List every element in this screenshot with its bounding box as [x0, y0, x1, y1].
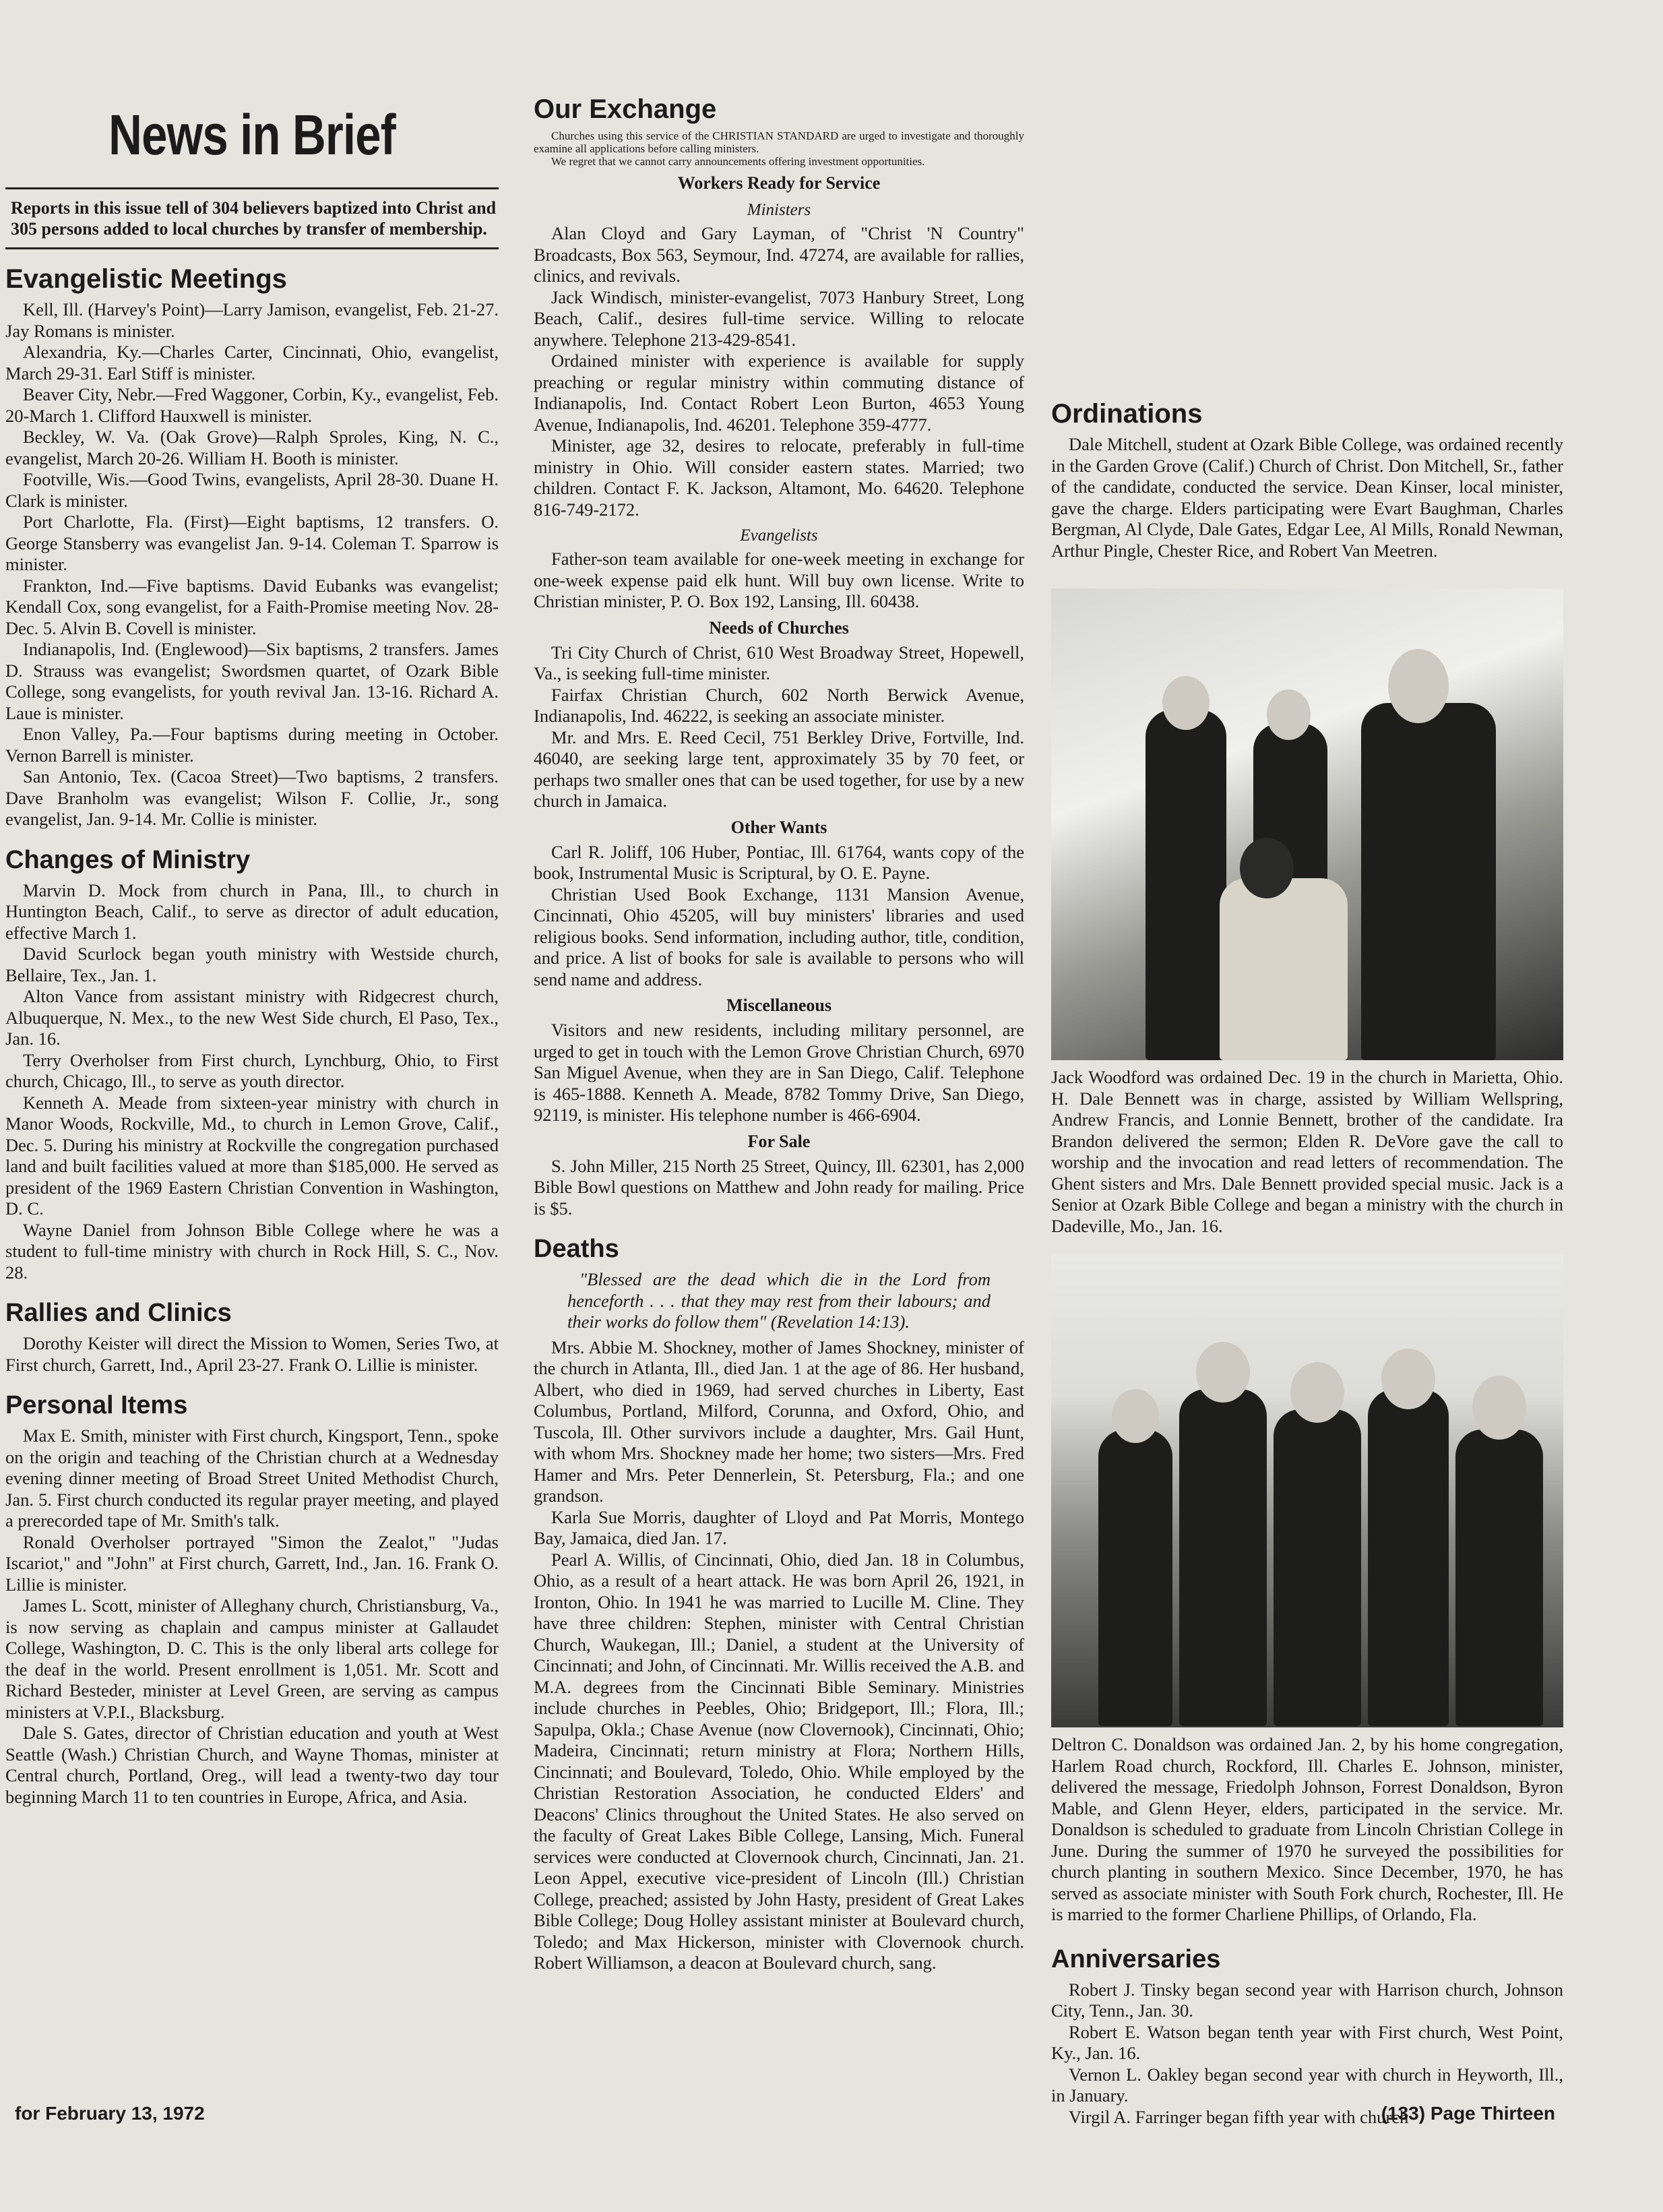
subheading-wants: Other Wants — [730, 817, 827, 837]
news-item: Indianapolis, Ind. (Englewood)—Six baptisms, 2 transfers. James D. Strauss was evangelist; Swordsmen quartet, of Ozark Bible College, song evangelists, for youth revival Jan. 13-16. Richard A. Laue is minister. — [5, 639, 499, 723]
classified-item: Alan Cloyd and Gary Layman, of "Christ 'N Country" Broadcasts, Box 563, Seymour, Ind. 47274, are available for rallies, clinics, and revivals. — [534, 223, 1024, 286]
issue-date: for February 13, 1972 — [15, 2103, 205, 2124]
news-item: Alexandria, Ky.—Charles Carter, Cincinnati, Ohio, evangelist, March 29-31. Earl Stiff is minister. — [5, 342, 499, 383]
column-middle — [534, 88, 1024, 1974]
news-item: Kenneth A. Meade from sixteen-year ministry with church in Manor Woods, Rockville, Md., to church in Lemon Grove, Calif., Dec. 5. During his ministry at Rockville the congregation purchased land and built facilities valued at more than $185,000. He served as president of the 1969 Eastern Christian Convention in Washington, D. C. — [5, 1092, 499, 1219]
news-item: Max E. Smith, minister with First church, Kingsport, Tenn., spoke on the origin and teaching of the Christian church at a Wednesday evening dinner meeting of Broad Street United Methodist Church, Jan. 5. First church conducted its regular prayer meeting, and played a prerecorded tape of Mr. Smith's talk. — [5, 1425, 499, 1531]
ordination-photo-donaldson — [1051, 1254, 1563, 1727]
classified-item: Christian Used Book Exchange, 1131 Mansion Avenue, Cincinnati, Ohio 45205, will buy ministers' libraries and used religious books. Send information, including author, title, condition, and price. A list of books for sale is available to persons who will send name and address. — [534, 884, 1024, 989]
ordination-photo-woodford — [1051, 588, 1563, 1060]
subheading-needs: Needs of Churches — [709, 617, 849, 638]
section-heading-anniversaries: Anniversaries — [1051, 1944, 1221, 1973]
obituary-item: Pearl A. Willis, of Cincinnati, Ohio, died Jan. 18 in Columbus, Ohio, as a result of a heart attack. He was born April 26, 1921, in Ironton, Ohio. In 1941 he was married to Lucille M. Cline. They have three children: Stephen, minister with Central Christian Church, Waukegan, Ill.; Daniel, a student at the University of Cincinnati; and John, of Cincinnati. Mr. Willis received the A.B. and M.A. degrees from the Cincinnati Bible Seminary. Ministries include churches in Peebles, Ohio; Bridgeport, Ill.; Flora, Ill.; Sapulpa, Okla.; Chase Avenue (now Clovernook), Cincinnati, Ohio; Madeira, Cincinnati; return ministry at Flora; Northern Hills, Cincinnati; and Boulevard, Toledo, Ohio. While employed by the Christian Restoration Association, he conducted Elders' and Deacons' Clinics throughout the United States. He also served on the faculty of Great Lakes Bible College, Lansing, Mich. Funeral services were conducted at Clovernook church, Cincinnati, Jan. 21. Leon Appel, executive vice-president of Lincoln (Ill.) Christian College, preached; assisted by John Hasty, president of Great Lakes Bible College; Doug Holley assistant minister at Boulevard church, Toledo; and Max Hickerson, minister with Clovernook church. Robert Williamson, a deacon at Boulevard church, sang. — [534, 1549, 1024, 1973]
section-heading-rallies: Rallies and Clinics — [5, 1299, 232, 1327]
section-heading-personal: Personal Items — [5, 1391, 188, 1419]
news-item: Dale S. Gates, director of Christian education and youth at West Seattle (Wash.) Christian Church, and Wayne Thomas, minister at Central church, Portland, Oreg., will lead a twenty-two day tour beginning March 11 to ten countries in Europe, Africa, and Asia. — [5, 1723, 499, 1807]
news-item: Terry Overholser from First church, Lynchburg, Ohio, to First church, Chicago, Ill., to serve as youth director. — [5, 1049, 499, 1091]
news-item: Wayne Daniel from Johnson Bible College where he was a student to full-time ministry with church in Rock Hill, S. C., Nov. 28. — [5, 1219, 499, 1283]
news-item: Frankton, Ind.—Five baptisms. David Eubanks was evangelist; Kendall Cox, song evangelist, for a Faith-Promise meeting Nov. 28-Dec. 5. Alvin B. Covell is minister. — [5, 575, 499, 638]
news-item: Virgil A. Farringer began fifth year with church — [1069, 2106, 1409, 2127]
news-item: Alton Vance from assistant ministry with Ridgecrest church, Albuquerque, N. Mex., to the new West Side church, El Paso, Tex., Jan. 16. — [5, 986, 499, 1049]
subheading-sale: For Sale — [747, 1131, 811, 1151]
news-item: Vernon L. Oakley began second year with church in Heyworth, Ill., in January. — [1051, 2064, 1563, 2106]
subheading-workers: Workers Ready for Service — [677, 173, 881, 193]
classified-item: Carl R. Joliff, 106 Huber, Pontiac, Ill. 61764, wants copy of the book, Instrumental Music is Scriptural, by O. E. Payne. — [534, 841, 1024, 883]
scripture-quote: "Blessed are the dead which die in the Lord from henceforth . . . that they may rest from their labours; and their works do follow them" (Revelation 14:13). — [567, 1269, 991, 1332]
news-item: Beckley, W. Va. (Oak Grove)—Ralph Sproles, King, N. C., evangelist, March 20-26. William H. Booth is minister. — [5, 427, 499, 468]
classified-item: Visitors and new residents, including military personnel, are urged to get in touch with the Lemon Grove Christian Church, 6970 San Miguel Avenue, when they are in San Diego, Calif. Telephone is 465-1888. Kenneth A. Meade, 8782 Tommy Drive, San Diego, 92119, is minister. His telephone number is 466-6904. — [534, 1020, 1024, 1125]
photo-caption: Deltron C. Donaldson was ordained Jan. 2, by his home congregation, Harlem Road church, Rockford, Ill. Charles E. Johnson, minister, delivered the message, Friedolph Johnson, Forrest Donaldson, Byron Mable, and Glenn Heyer, elders, participated in the service. Mr. Donaldson is scheduled to graduate from Lincoln Christian College in June. During the summer of 1970 he surveyed the possibilities for church planting in southern Mexico. Since December, 1970, he has served as associate minister with South Fork church, Rochester, Ill. He is married to the former Charliene Phillips, of Orlando, Fla. — [1051, 1734, 1563, 1924]
news-item: Ronald Overholser portrayed "Simon the Zealot," "Judas Iscariot," and "John" at First church, Garrett, Ind., Jan. 16. Frank O. Lillie is minister. — [5, 1531, 499, 1595]
section-heading-ordinations: Ordinations — [1051, 399, 1203, 429]
news-item: Kell, Ill. (Harvey's Point)—Larry Jamison, evangelist, Feb. 21-27. Jay Romans is minister. — [5, 299, 499, 341]
classified-item: Fairfax Christian Church, 602 North Berwick Avenue, Indianapolis, Ind. 46222, is seeking an associate minister. — [534, 684, 1024, 726]
classified-item: S. John Miller, 215 North 25 Street, Quincy, Ill. 62301, has 2,000 Bible Bowl questions on Matthew and John ready for mailing. Price is $5. — [534, 1155, 1024, 1219]
column-left — [5, 88, 499, 1808]
photo-caption: Jack Woodford was ordained Dec. 19 in the church in Marietta, Ohio. H. Dale Bennett was in charge, assisted by William Wellspring, Andrew Francis, and Lonnie Bennett, brother of the candidate. Ira Brandon delivered the sermon; Elden R. DeVore gave the call to worship and the invocation and read letters of recommendation. The Ghent sisters and Mrs. Dale Bennett provided special music. Jack is a Senior at Ozark Bible College and began a ministry with the church in Dadeville, Mo., Jan. 16. — [1051, 1067, 1563, 1236]
classified-item: Mr. and Mrs. E. Reed Cecil, 751 Berkley Drive, Fortville, Ind. 46040, are seeking large tent, approximately 35 by 70 feet, or perhaps two smaller ones that can be used together, for use by a new church in Jamaica. — [534, 727, 1024, 811]
exchange-note: Churches using this service of the CHRISTIAN STANDARD are urged to investigate and thoroughly examine all applications before calling ministers. — [534, 129, 1024, 155]
obituary-item: Karla Sue Morris, daughter of Lloyd and Pat Morris, Montego Bay, Jamaica, died Jan. 17. — [534, 1506, 1024, 1548]
classified-item: Father-son team available for one-week meeting in exchange for one-week expense paid elk hunt. Will buy own license. Write to Christian minister, P. O. Box 192, Lansing, Ill. 60438. — [534, 549, 1024, 611]
news-item: James L. Scott, minister of Alleghany church, Christiansburg, Va., is now serving as chaplain and campus minister at Gallaudet College, Washington, D. C. This is the only liberal arts college for the deaf in the world. Present enrollment is 1,051. Mr. Scott and Richard Besteder, minister at Level Green, are serving as campus ministers at V.P.I., Blacksburg. — [5, 1595, 499, 1722]
news-item: Dorothy Keister will direct the Mission to Women, Series Two, at First church, Garrett, Ind., April 23-27. Frank O. Lillie is minister. — [5, 1333, 499, 1375]
subheading-ministers: Ministers — [747, 201, 811, 219]
section-heading-exchange: Our Exchange — [534, 94, 717, 124]
news-item: Robert E. Watson began tenth year with First church, West Point, Ky., Jan. 16. — [1051, 2021, 1563, 2063]
news-item: David Scurlock began youth ministry with Westside church, Bellaire, Tex., Jan. 1. — [5, 944, 499, 985]
classified-item: Jack Windisch, minister-evangelist, 7073 Hanbury Street, Long Beach, Calif., desires full-time service. Willing to relocate anywhere. Telephone 213-429-8541. — [534, 286, 1024, 350]
classified-item: Tri City Church of Christ, 610 West Broadway Street, Hopewell, Va., is seeking full-time minister. — [534, 642, 1024, 683]
section-heading-evangelistic: Evangelistic Meetings — [5, 264, 287, 294]
news-item: Marvin D. Mock from church in Pana, Ill., to church in Huntington Beach, Calif., to serve as director of adult education, effective March 1. — [5, 880, 499, 943]
classified-item: Ordained minister with experience is available for supply preaching or regular ministry within commuting distance of Indianapolis, Ind. Contact Robert Leon Burton, 4653 Young Avenue, Indianapolis, Ind. 46201. Telephone 359-4777. — [534, 350, 1024, 435]
column-right — [1051, 88, 1563, 2128]
masthead: News in Brief — [108, 103, 396, 166]
news-item: Port Charlotte, Fla. (First)—Eight baptisms, 12 transfers. O. George Stansberry was evangelist Jan. 9-14. Coleman T. Sparrow is minister. — [5, 512, 499, 574]
subheading-evangelists: Evangelists — [740, 526, 818, 545]
section-heading-changes: Changes of Ministry — [5, 845, 251, 874]
news-item: Footville, Wis.—Good Twins, evangelists, April 28-30. Duane H. Clark is minister. — [5, 469, 499, 511]
news-item: San Antonio, Tex. (Cacoa Street)—Two baptisms, 2 transfers. Dave Branholm was evangelist; Wilson F. Collie, Jr., song evangelist, Jan. 9-14. Mr. Collie is minister. — [5, 766, 499, 829]
news-item: Enon Valley, Pa.—Four baptisms during meeting in October. Vernon Barrell is minister. — [5, 724, 499, 766]
subheading-misc: Miscellaneous — [726, 995, 832, 1015]
page-number: (133) Page Thirteen — [1381, 2103, 1555, 2124]
exchange-note: We regret that we cannot carry announcements offering investment opportunities. — [551, 155, 925, 168]
intro-summary: Reports in this issue tell of 304 believers baptized into Christ and 305 persons added to local churches by transfer of membership. — [5, 187, 499, 249]
section-heading-deaths: Deaths — [534, 1235, 619, 1263]
news-item: Robert J. Tinsky began second year with Harrison church, Johnson City, Tenn., Jan. 30. — [1051, 1979, 1563, 2021]
news-item: Beaver City, Nebr.—Fred Waggoner, Corbin, Ky., evangelist, Feb. 20-March 1. Clifford Hauxwell is minister. — [5, 384, 499, 426]
obituary-item: Mrs. Abbie M. Shockney, mother of James Shockney, minister of the church in Atlanta, Ill., died Jan. 1 at the age of 86. Her husband, Albert, who died in 1969, had served churches in Liberty, East Columbus, Portland, Milford, Corunna, and Oxford, Ohio, and Tuscola, Ill. Other survivors include a daughter, Mrs. Gail Hunt, with whom Mrs. Shockney made her home; two sisters—Mrs. Fred Hamer and Mrs. Peter Dennerlein, St. Petersburg, Fla.; and one grandson. — [534, 1337, 1024, 1506]
news-item: Dale Mitchell, student at Ozark Bible College, was ordained recently in the Garden Grove (Calif.) Church of Christ. Don Mitchell, Sr., father of the candidate, conducted the service. Dean Kinser, local minister, gave the charge. Elders participating were Evart Baughman, Charles Bergman, Al Clyde, Dale Gates, Edgar Lee, Al Mills, Ronald Newman, Arthur Pingle, Chester Rice, and Robert Van Meetren. — [1051, 434, 1563, 561]
classified-item: Minister, age 32, desires to relocate, preferably in full-time ministry in Ohio. Will consider eastern states. Married; two children. Contact F. K. Jackson, Altamont, Mo. 64620. Telephone 816-749-2172. — [534, 435, 1024, 520]
